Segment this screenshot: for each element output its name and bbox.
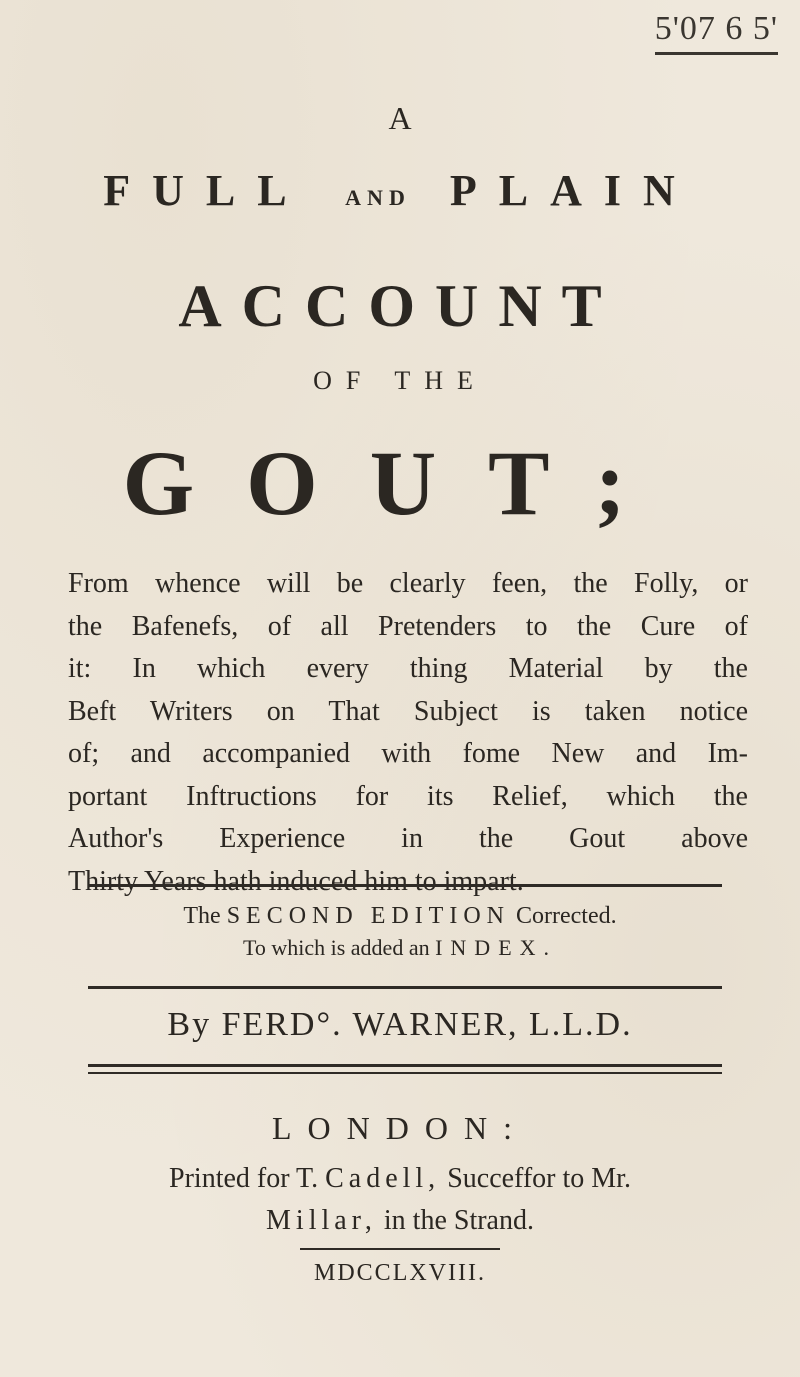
- index-label: INDEX.: [435, 935, 558, 960]
- title-of-the: OF THE: [313, 366, 487, 395]
- edition-label: SECOND EDITION: [226, 903, 510, 929]
- index-prefix: To which is added an: [242, 935, 430, 960]
- edition-line: [0, 903, 800, 930]
- index-line: [0, 935, 800, 961]
- imprint-printed-suffix: Succeffor to Mr.: [447, 1163, 631, 1194]
- title-gout: GOUT;: [122, 432, 678, 534]
- imprint-city: LONDON:: [272, 1110, 528, 1146]
- divider-rule: [88, 1072, 722, 1074]
- description-line: the Bafenefs, of all Pretenders to the Cure of: [68, 610, 748, 642]
- title-article: A: [388, 100, 412, 136]
- imprint-printed-prefix: Printed for T.: [169, 1163, 319, 1194]
- description-line: of; and accompanied with fome New and Im-: [68, 738, 748, 769]
- description-line: it: In which every thing Material by the: [68, 653, 748, 684]
- divider-rule: [88, 884, 722, 887]
- shelfmark: 5'07 6 5': [655, 12, 778, 55]
- title-plain: PLAIN: [449, 166, 697, 215]
- imprint-millar-line: [0, 1205, 800, 1237]
- edition-prefix: The: [183, 903, 221, 929]
- imprint-millar: Millar,: [266, 1205, 377, 1236]
- divider-rule: [300, 1248, 500, 1250]
- title-account: ACCOUNT: [178, 273, 622, 339]
- description-line: Thirty Years hath induced him to impart.: [68, 865, 524, 897]
- imprint-printer-line: [0, 1163, 800, 1195]
- imprint-cadell: Cadell,: [325, 1163, 441, 1194]
- description-line: Author's Experience in the Gout above: [68, 823, 748, 854]
- divider-rule: [88, 986, 722, 989]
- imprint-location: in the Strand.: [383, 1205, 534, 1236]
- description-paragraph: [68, 563, 748, 903]
- author-line: By FERD°. WARNER, L.L.D.: [167, 1006, 633, 1043]
- imprint-date: MDCCLXVIII.: [314, 1260, 486, 1286]
- edition-suffix: Corrected.: [516, 903, 617, 929]
- description-line: Beft Writers on That Subject is taken notice: [68, 695, 748, 727]
- title-full-and-plain: [0, 165, 800, 216]
- title-and: AND: [345, 185, 411, 210]
- description-line: portant Inftructions for its Relief, which the: [68, 780, 748, 812]
- title-full: FULL: [103, 166, 307, 215]
- divider-rule: [88, 1064, 722, 1067]
- description-line: From whence will be clearly feen, the Folly, or: [68, 568, 748, 599]
